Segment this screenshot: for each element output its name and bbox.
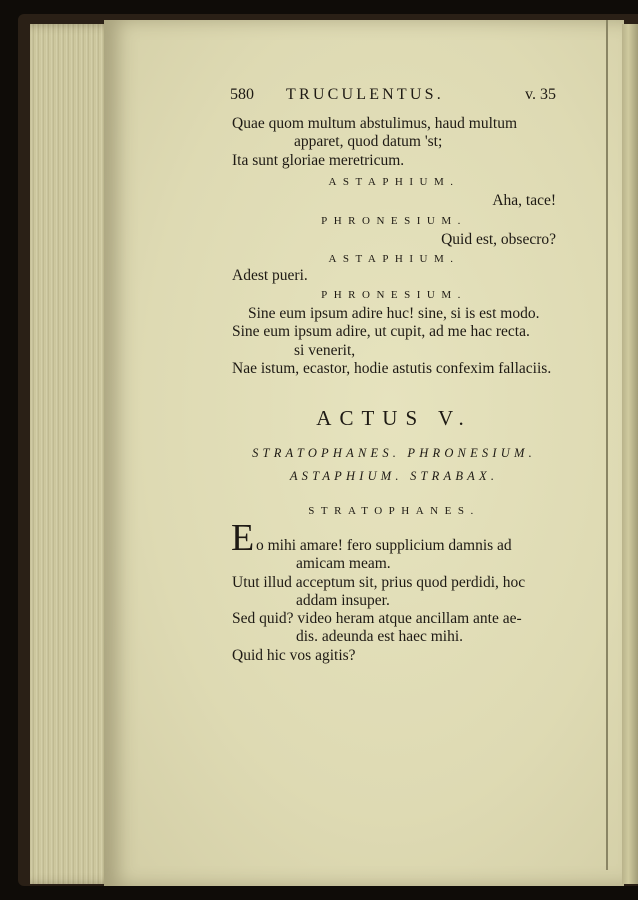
verse-line: Sine eum ipsum adire huc! sine, si is est modo. xyxy=(248,305,540,322)
running-header xyxy=(230,86,556,108)
verse-line: Sine eum ipsum adire, ut cupit, ad me hac recta. xyxy=(232,323,530,341)
verse-block-2 xyxy=(232,305,556,378)
right-page-edge xyxy=(622,24,638,884)
verse-block-3 xyxy=(232,537,556,665)
verse-line: Nae istum, ecastor, hodie astutis confexim fallaciis. xyxy=(232,359,552,377)
verse-line: Quae quom multum abstulimus, haud multum xyxy=(232,115,518,132)
speaker-heading: PHRONESIUM. xyxy=(321,215,467,227)
verse-block-1 xyxy=(232,115,556,170)
act-title: ACTUS V. xyxy=(316,406,472,430)
speaker-heading: ASTAPHIUM. xyxy=(328,253,460,265)
verse-line: Quid est, obsecro? xyxy=(441,231,556,248)
verse-line: o mihi amare! fero supplicium damnis ad xyxy=(256,537,512,554)
verse-line: Adest pueri. xyxy=(232,267,308,284)
verse-line: amicam meam. xyxy=(296,555,391,573)
speaker-heading: ASTAPHIUM. xyxy=(328,176,460,188)
speaker-heading: PHRONESIUM. xyxy=(321,289,467,301)
running-title: TRUCULENTUS. xyxy=(286,86,444,103)
verse-line: apparet, quod datum 'st; xyxy=(294,133,443,151)
personae-line: ASTAPHIUM. STRABAX. xyxy=(289,469,499,483)
verse-line: Ita sunt gloriae meretricum. xyxy=(232,151,405,169)
verse-line: Quid hic vos agitis? xyxy=(232,646,356,664)
page-seam xyxy=(606,20,608,870)
verse-line: si venerit, xyxy=(294,341,356,359)
speaker-heading: STRATOPHANES. xyxy=(308,505,480,517)
personae-line: STRATOPHANES. PHRONESIUM. xyxy=(252,446,536,460)
verse-reference: v. 35 xyxy=(525,86,556,103)
verse-line: addam insuper. xyxy=(296,591,390,609)
page-number: 580 xyxy=(230,86,254,103)
drop-capital: E xyxy=(231,517,255,559)
verse-line: Sed quid? video heram atque ancillam ante ae- xyxy=(232,610,522,628)
verse-line: dis. adeunda est haec mihi. xyxy=(296,628,464,646)
verse-line: Aha, tace! xyxy=(492,192,556,209)
verse-line: Utut illud acceptum sit, prius quod perdidi, hoc xyxy=(232,573,526,591)
